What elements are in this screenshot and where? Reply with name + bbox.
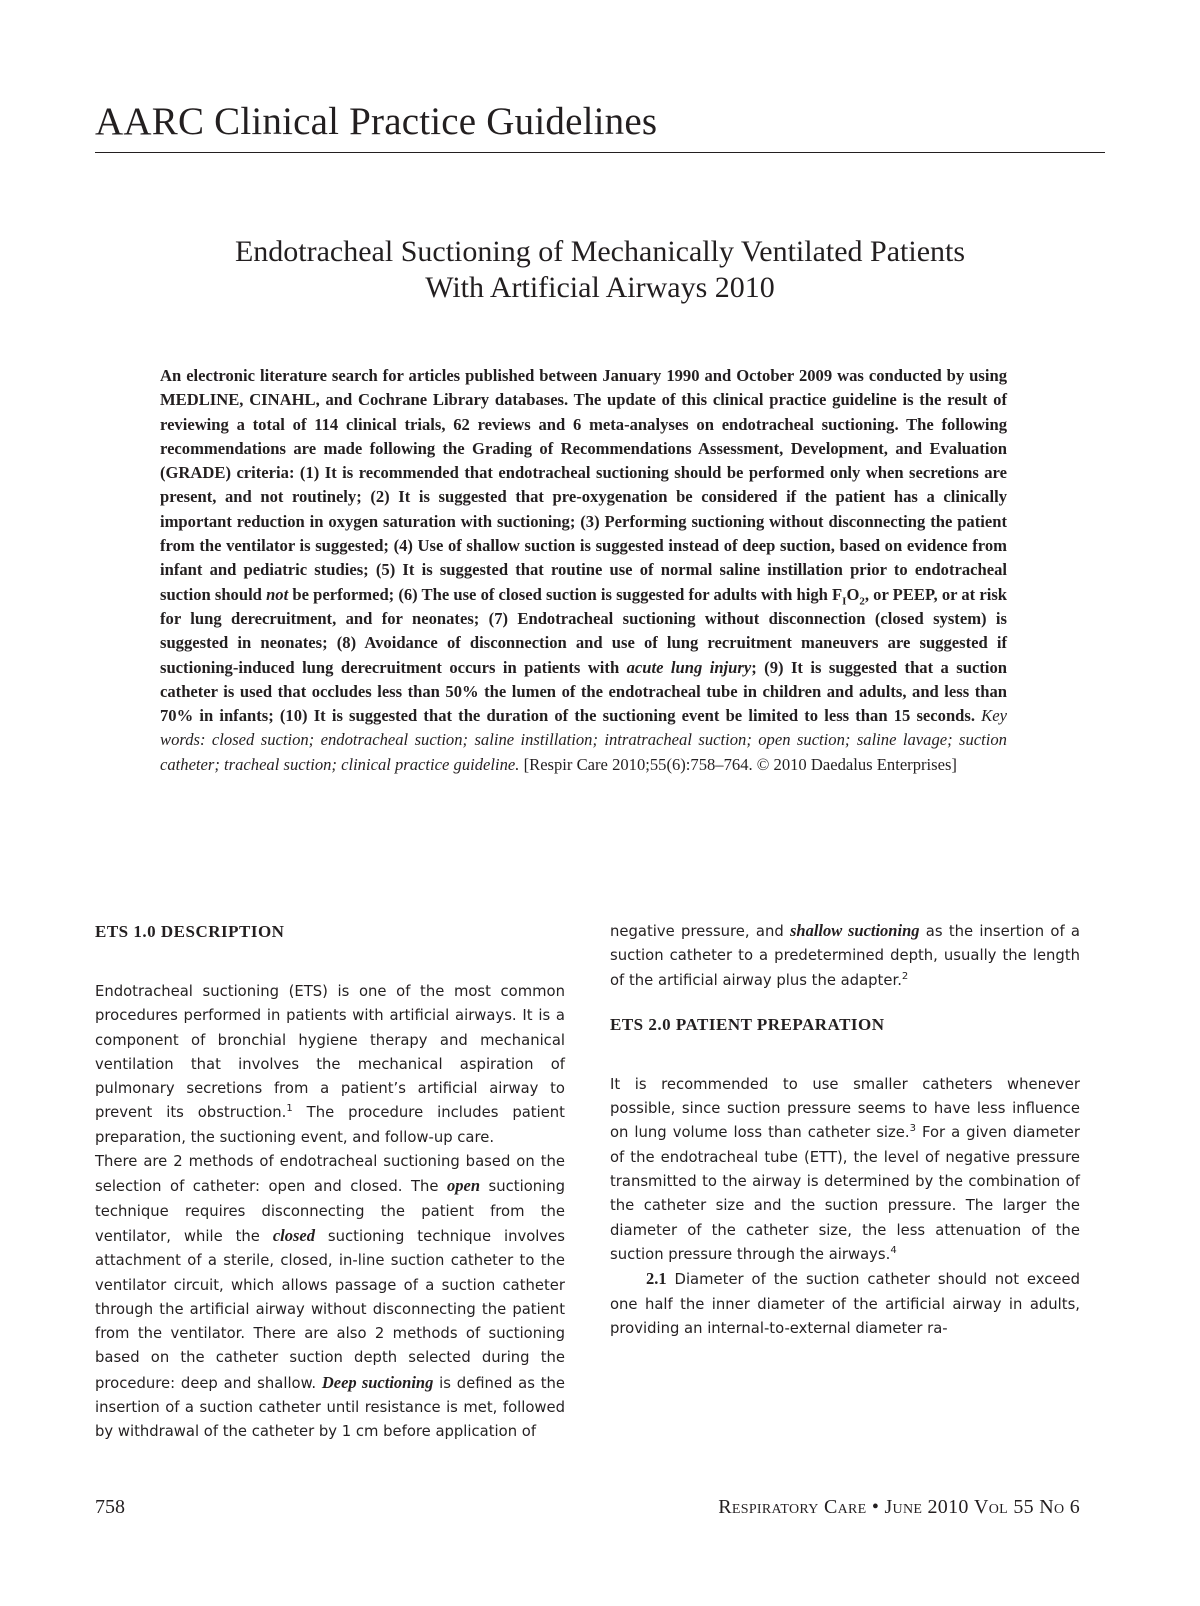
section-1-paragraph-2-continued (610, 919, 1080, 993)
s1p2d: negative pressure, and (610, 923, 790, 940)
ref-3[interactable]: 3 (909, 1123, 916, 1135)
flow-target (610, 919, 1080, 993)
s2p2text: Diameter of the suction catheter should not exceed one half the inner diameter of the artificial airway in adults, providing an internal-to-external diameter ra- (610, 1271, 1080, 1337)
term-deep-suctioning: Deep suctioning (321, 1372, 434, 1392)
fio2-subscript: I (842, 594, 847, 607)
term-open: open (447, 1176, 481, 1196)
abstract (160, 364, 1007, 777)
section-2-paragraph-2 (610, 1267, 1080, 1341)
abstract-emphasis-ali: acute lung injury (626, 657, 752, 677)
abstract-o2: O (846, 584, 860, 604)
o2-subscript: 2 (859, 594, 865, 607)
page-number: 758 (95, 1496, 125, 1518)
article-title-line-1: Endotracheal Suctioning of Mechanically Ventilated Patients (234, 235, 966, 268)
section-1-p1-text-b: The procedure includes patient preparation, the suctioning event, and follow-up care. (95, 1104, 565, 1146)
s1p2c: suctioning technique involves attachment of a sterile, closed, in-line suction catheter to the ventilator circuit, which allows passage of a suction catheter through the artificial airway without disconnecting the patient from the ventilator. There are also 2 methods of suctioning based on the catheter suction depth selected during the procedure: deep and shallow. (95, 1227, 565, 1392)
ref-1[interactable]: 1 (286, 1103, 293, 1115)
running-footer (718, 1496, 1080, 1519)
abstract-text-2: be performed; (6) The use of closed suction is suggested for adults with high F (288, 584, 843, 604)
s1p2d-head: is defined as the insertion of a suction catheter until resistance is met, followed by withdrawal of the catheter by 1 cm before application of (95, 1374, 565, 1441)
right-column (610, 919, 1080, 1341)
journal-name: Respiratory Care (718, 1496, 867, 1518)
abstract-text-3: , or PEEP, or at risk for lung derecruitment, and for neonates; (7) Endotracheal suctioning without disconnection (closed system) is suggested in neonates; (8) Avoidance of disconnection and use of lung recruitment maneuvers are suggested if suctioning-induced lung derecruitment occurs in patients with (160, 584, 1008, 677)
page-header (95, 98, 1105, 153)
s1p2b: suctioning technique requires disconnecting the patient from the ventilator, while the (95, 1178, 566, 1245)
keywords: closed suction; endotracheal suction; saline instillation; intratracheal suction; open suction; saline lavage; suction catheter; tracheal suction; clinical practice guideline. (160, 730, 1007, 774)
ref-2[interactable]: 2 (901, 970, 909, 982)
keywords-label: Key words: (160, 706, 1007, 750)
article-title-line-2: With Artificial Airways 2010 (425, 271, 775, 304)
section-2-paragraph-1 (610, 1073, 1080, 1267)
section-1-p1-text: Endotracheal suctioning (ETS) is one of the most common procedures performed in patients with artificial airways. It is a component of bronchial hygiene therapy and mechanical ventilation that involves the mechanical aspiration of pulmonary secretions from a patient’s artificial airway to prevent its obstruction. (95, 983, 565, 1122)
s2p1a: It is recommended to use smaller catheters whenever possible, since suction pressure seems to have less influence on lung volume loss than catheter size. (610, 1075, 1080, 1142)
series-title: AARC Clinical Practice Guidelines (95, 100, 658, 143)
term-shallow-suctioning: shallow suctioning (790, 921, 920, 940)
footer-bullet: • (871, 1496, 880, 1518)
left-column (95, 920, 565, 1445)
s2p1b: For a given diameter of the endotracheal tube (ETT), the level of negative pressure transmitted to the airway is determined by the combination of the catheter size and the suction pressure. The larger the diameter of the catheter size, the less attenuation of the suction pressure through the airways. (610, 1124, 1080, 1263)
s1p2a: There are 2 methods of endotracheal suctioning based on the selection of catheter: open and closed. The (95, 1153, 565, 1196)
article-title (95, 234, 1105, 306)
section-1-paragraph-1 (95, 980, 565, 1150)
citation: [Respir Care 2010;55(6):758–764. © 2010 Daedalus Enterprises] (523, 754, 957, 774)
s1p2e: as the insertion of a suction catheter to a predetermined depth, usually the length of the artificial airway plus the adapter. (610, 923, 1080, 989)
term-closed: closed (272, 1225, 315, 1245)
abstract-emphasis-not: not (266, 584, 289, 604)
section-1-heading: ETS 1.0 DESCRIPTION (95, 922, 285, 941)
abstract-text-4: ; (9) It is suggested that a suction catheter is used that occludes less than 50% the lumen of the endotracheal tube in children and adults, and less than 70% in infants; (10) It is suggested that the duration of the suctioning event be limited to less than 15 seconds. (160, 657, 1007, 726)
section-2-heading: ETS 2.0 PATIENT PREPARATION (610, 1014, 885, 1034)
item-number-2-1: 2.1 (646, 1269, 667, 1289)
abstract-text-1: An electronic literature search for articles published between January 1990 and October 2009 was conducted by using MEDLINE, CINAHL, and Cochrane Library databases. The update of this clinical practice guideline is the result of reviewing a total of 114 clinical trials, 62 reviews and 6 meta-analyses on endotracheal suctioning. The following recommendations are made following the Grading of Recommendations Assessment, Development, and Evaluation (GRADE) criteria: (1) It is recommended that endotracheal suctioning should be performed only when secretions are present, and not routinely; (2) It is suggested that pre-oxygenation be considered if the patient has a clinically important reduction in oxygen saturation with suctioning; (3) Performing suctioning without disconnecting the patient from the ventilator is suggested; (4) Use of shallow suction is suggested instead of deep suction, based on evidence from infant and pediatric studies; (5) It is suggested that routine use of normal saline instillation prior to endotracheal suction should (160, 366, 1007, 604)
section-1-paragraph-2 (95, 1150, 565, 1445)
issue-date: June 2010 (884, 1496, 969, 1518)
ref-4[interactable]: 4 (890, 1245, 897, 1257)
volume: Vol 55 No 6 (974, 1496, 1080, 1518)
